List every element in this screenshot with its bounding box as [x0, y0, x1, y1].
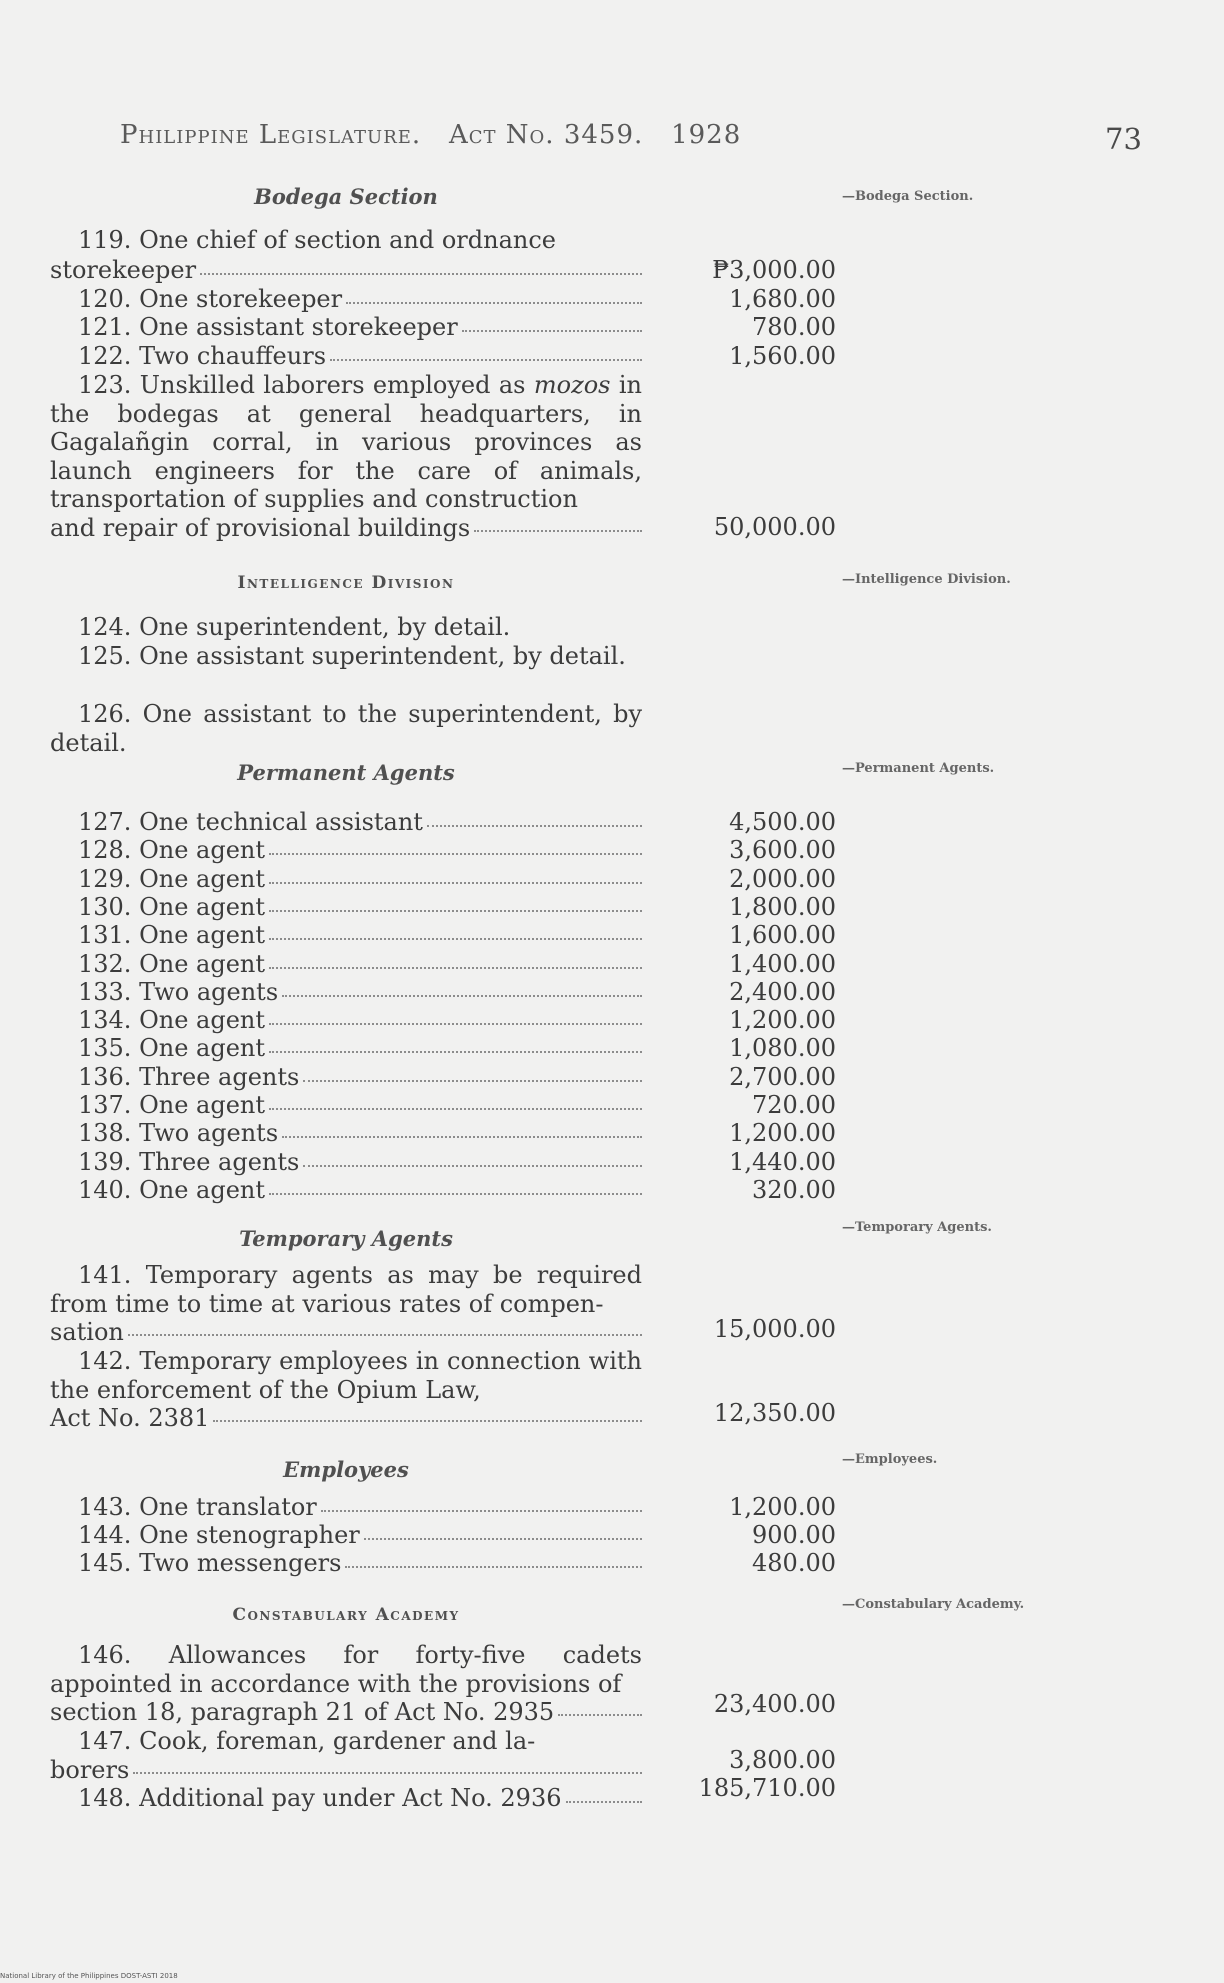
permanent-agent-amount: 2,400.00: [729, 977, 836, 1006]
amount-147: 3,800.00: [729, 1746, 836, 1774]
permanent-agent-row: [50, 836, 642, 865]
dot-leader: [269, 1108, 642, 1110]
scan-credit: National Library of the Philippines DOST-ASTI 2018: [0, 1972, 178, 1980]
permanent-agent-label: 132. One agent: [78, 949, 266, 978]
dot-leader: [321, 1510, 642, 1512]
dot-leader: [303, 1080, 642, 1082]
permanent-agent-row: [50, 1063, 642, 1092]
page-number: 73: [1105, 122, 1142, 156]
dot-leader: [303, 1165, 642, 1167]
item-141: 141. Temporary agents as may be required from time to time at various rates of compen- sation: [50, 1261, 642, 1346]
section-heading-bodega: Bodega Section: [254, 184, 438, 209]
item-142: 142. Temporary employees in connection with the enforcement of the Opium Law, Act No. 2381: [50, 1347, 642, 1432]
item-124: 124. One superintendent, by detail.: [78, 613, 511, 641]
permanent-agent-row: [50, 893, 642, 922]
employee-amount: 480.00: [752, 1549, 836, 1577]
permanent-agent-amount: 1,400.00: [729, 949, 836, 978]
section-heading-intelligence: Intelligence Division: [237, 573, 455, 593]
permanent-agent-amount: 4,500.00: [729, 808, 836, 836]
permanent-agent-label: 133. Two agents: [78, 977, 279, 1006]
item-123: 123. Unskilled laborers employed as mozos in the bodegas at general headquarters, in Gagalañgin corral, in various provinces as launch engineers for the care of animals, transportation of supplies and construction and repair of provisional buildings: [50, 371, 642, 542]
permanent-agent-amount: 320.00: [752, 1175, 836, 1204]
permanent-agent-label: 127. One technical assistant: [78, 808, 423, 836]
dot-leader: [269, 1051, 642, 1053]
permanent-agent-row: [50, 1119, 642, 1148]
margin-note-employees: —Employees.: [842, 1452, 938, 1467]
employee-row: [50, 1493, 642, 1522]
dot-leader: [269, 938, 642, 940]
item-121: 121. One assistant storekeeper: [50, 313, 642, 342]
permanent-agent-amount: 1,080.00: [729, 1034, 836, 1063]
amount-119: ₱3,000.00: [712, 256, 836, 284]
section-heading-temporary: Temporary Agents: [239, 1226, 453, 1251]
employee-label: 144. One stenographer: [78, 1521, 360, 1549]
permanent-agent-row: [50, 1176, 642, 1205]
permanent-agent-amount: 2,700.00: [729, 1062, 836, 1091]
permanent-agent-row: [50, 808, 642, 837]
amount-148: 185,710.00: [698, 1774, 836, 1802]
margin-note-intelligence: —Intelligence Division.: [842, 572, 1011, 587]
item-126: 126. One assistant to the superintendent, by detail.: [50, 700, 642, 757]
dot-leader: [269, 1193, 642, 1195]
permanent-agent-row: [50, 978, 642, 1007]
employee-row: [50, 1549, 642, 1578]
dot-leader: [364, 1538, 642, 1540]
employee-label: 145. Two messengers: [78, 1549, 342, 1577]
item-147: 147. Cook, foreman, gardener and la- borers: [50, 1727, 642, 1784]
permanent-agent-amount: 1,800.00: [729, 892, 836, 921]
permanent-agent-amount: 1,200.00: [729, 1006, 836, 1035]
permanent-agent-amount: 2,000.00: [729, 864, 836, 893]
permanent-agent-row: [50, 950, 642, 979]
amount-121: 780.00: [752, 313, 836, 341]
permanent-agent-label: 131. One agent: [78, 921, 266, 950]
permanent-agent-label: 137. One agent: [78, 1091, 266, 1119]
dot-leader: [282, 1136, 642, 1138]
permanent-agent-label: 134. One agent: [78, 1006, 266, 1035]
margin-note-permanent: —Permanent Agents.: [842, 761, 995, 776]
employee-label: 143. One translator: [78, 1493, 317, 1521]
item-122: 122. Two chauffeurs: [50, 342, 642, 371]
item-119-line2: storekeeper: [50, 256, 642, 285]
permanent-agent-amount: 1,440.00: [729, 1147, 836, 1176]
amount-122: 1,560.00: [729, 342, 836, 370]
item-146: 146. Allowances for forty-five cadets appointed in accordance with the provisions of section 18, paragraph 21 of Act No. 2935: [50, 1641, 642, 1726]
item-120: 120. One storekeeper: [50, 285, 642, 314]
margin-note-bodega: —Bodega Section.: [842, 189, 974, 204]
margin-note-academy: —Constabulary Academy.: [842, 1597, 1025, 1612]
permanent-agent-row: [50, 1006, 642, 1035]
employee-amount: 1,200.00: [729, 1493, 836, 1521]
permanent-agent-label: 136. Three agents: [78, 1062, 300, 1091]
amount-123: 50,000.00: [713, 513, 836, 541]
dot-leader: [269, 910, 642, 912]
section-heading-employees: Employees: [283, 1457, 409, 1482]
section-heading-academy: Constabulary Academy: [232, 1605, 460, 1625]
amount-120: 1,680.00: [729, 285, 836, 313]
permanent-agent-row: [50, 1148, 642, 1177]
dot-leader: [282, 995, 642, 997]
permanent-agent-label: 129. One agent: [78, 864, 266, 893]
permanent-agent-amount: 1,200.00: [729, 1119, 836, 1148]
dot-leader: [269, 882, 642, 884]
permanent-agent-amount: 720.00: [752, 1091, 836, 1119]
employee-amount: 900.00: [752, 1521, 836, 1549]
permanent-agent-label: 139. Three agents: [78, 1147, 300, 1176]
running-header: [120, 120, 741, 150]
permanent-agent-label: 128. One agent: [78, 836, 266, 865]
dot-leader: [269, 1023, 642, 1025]
permanent-agent-amount: 3,600.00: [729, 836, 836, 865]
dot-leader: [427, 825, 642, 827]
amount-142: 12,350.00: [713, 1399, 836, 1427]
year: 1928: [671, 120, 742, 150]
item-148: 148. Additional pay under Act No. 2936: [50, 1784, 642, 1813]
permanent-agent-label: 138. Two agents: [78, 1119, 279, 1148]
amount-146: 23,400.00: [713, 1690, 836, 1718]
permanent-agent-row: [50, 1091, 642, 1120]
act-number: Act No. 3459.: [448, 120, 644, 150]
item-119: 119. One chief of section and ordnance: [78, 226, 557, 254]
dot-leader: [269, 967, 642, 969]
permanent-agent-label: 130. One agent: [78, 892, 266, 921]
running-title: Philippine Legislature.: [120, 120, 422, 150]
dot-leader: [345, 1566, 642, 1568]
permanent-agent-row: [50, 1034, 642, 1063]
permanent-agent-label: 135. One agent: [78, 1034, 266, 1063]
margin-note-temporary: —Temporary Agents.: [842, 1220, 992, 1235]
employee-row: [50, 1521, 642, 1550]
section-heading-permanent: Permanent Agents: [237, 760, 455, 785]
amount-141: 15,000.00: [713, 1315, 836, 1343]
permanent-agent-amount: 1,600.00: [729, 921, 836, 950]
permanent-agent-row: [50, 865, 642, 894]
permanent-agent-label: 140. One agent: [78, 1175, 266, 1204]
permanent-agent-row: [50, 921, 642, 950]
item-125: 125. One assistant superintendent, by detail.: [78, 642, 626, 670]
dot-leader: [269, 853, 642, 855]
